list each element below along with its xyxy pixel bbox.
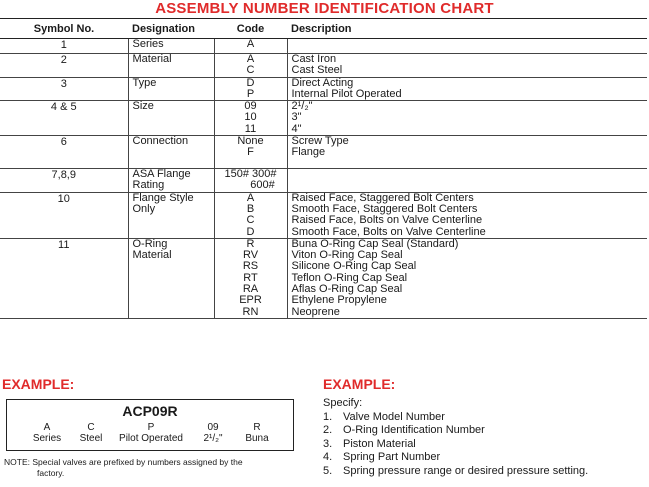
example-heading-left: EXAMPLE: bbox=[2, 376, 75, 392]
description-cell-line: Flange bbox=[291, 146, 326, 159]
description-cell bbox=[287, 136, 647, 169]
symbol-cell: 6 bbox=[0, 136, 128, 169]
designation-cell bbox=[128, 238, 214, 318]
symbol-cell: 10 bbox=[0, 192, 128, 238]
table-row bbox=[0, 39, 647, 54]
specify-item bbox=[323, 451, 588, 465]
code-cell-line: A bbox=[246, 191, 255, 204]
code-cell-line: F bbox=[247, 146, 254, 159]
description-cell bbox=[287, 238, 647, 318]
code-cell bbox=[214, 101, 287, 136]
code-cell-line: RS bbox=[242, 260, 259, 273]
description-cell-line: Neoprene bbox=[291, 305, 340, 318]
description-cell-line: 3" bbox=[291, 111, 302, 124]
header-symbol: Symbol No. bbox=[0, 19, 128, 39]
description-cell-line: Teflon O-Ring Cap Seal bbox=[291, 271, 408, 284]
specify-item-text: Spring Part Number bbox=[343, 451, 441, 463]
example-part-code: C bbox=[87, 422, 95, 433]
table-header-row bbox=[0, 19, 647, 39]
code-cell-line: 11 bbox=[244, 122, 257, 135]
designation-cell bbox=[128, 54, 214, 78]
table-row bbox=[0, 77, 647, 101]
example-heading-right: EXAMPLE: bbox=[323, 376, 396, 392]
designation-cell-line: Connection bbox=[132, 135, 189, 148]
example-part bbox=[71, 422, 111, 444]
designation-cell-line: ASA Flange bbox=[132, 168, 191, 181]
description-cell bbox=[287, 192, 647, 238]
description-cell-line: 4" bbox=[291, 122, 302, 135]
specify-item-number: 1. bbox=[323, 410, 333, 423]
code-cell-line: C bbox=[246, 64, 255, 77]
designation-cell-line: Only bbox=[132, 202, 156, 215]
code-cell-line: D bbox=[246, 76, 255, 89]
description-cell-line: Aflas O-Ring Cap Seal bbox=[291, 283, 403, 296]
code-cell bbox=[214, 39, 287, 54]
code-cell-line: 10 bbox=[244, 111, 257, 124]
table-body bbox=[0, 39, 647, 319]
note-line: NOTE: Special valves are prefixed by numbers assigned by the bbox=[4, 457, 243, 467]
code-cell-line: RA bbox=[242, 283, 259, 296]
description-cell bbox=[287, 169, 647, 193]
code-cell bbox=[214, 192, 287, 238]
specify-item-text: Spring pressure range or desired pressure setting. bbox=[343, 464, 589, 477]
symbol-cell: 11 bbox=[0, 238, 128, 318]
designation-cell-line: Rating bbox=[132, 179, 165, 192]
designation-cell-line: Type bbox=[132, 76, 157, 89]
description-cell bbox=[287, 77, 647, 101]
specify-item bbox=[323, 424, 588, 438]
description-cell-line: Cast Iron bbox=[291, 53, 337, 65]
designation-cell bbox=[128, 77, 214, 101]
specify-intro: Specify: bbox=[323, 397, 363, 409]
header-designation: Designation bbox=[128, 19, 214, 39]
header-code: Code bbox=[214, 19, 287, 39]
code-cell bbox=[214, 238, 287, 318]
specify-item bbox=[323, 411, 588, 425]
designation-cell-line: O-Ring bbox=[132, 237, 168, 250]
description-cell-line: Viton O-Ring Cap Seal bbox=[291, 249, 403, 262]
designation-cell-line: Material bbox=[132, 53, 172, 65]
specify-item-number: 4. bbox=[323, 451, 333, 463]
designation-cell bbox=[128, 192, 214, 238]
example-part-code: P bbox=[147, 422, 155, 433]
designation-cell-line: Material bbox=[132, 249, 172, 262]
description-cell-line: Smooth Face, Staggered Bolt Centers bbox=[291, 202, 478, 215]
specify-item-text: O-Ring Identification Number bbox=[343, 424, 485, 436]
symbol-cell: 1 bbox=[0, 39, 128, 54]
designation-cell bbox=[128, 39, 214, 54]
specify-item-text: Piston Material bbox=[343, 437, 416, 450]
specify-item-number: 2. bbox=[323, 424, 333, 436]
code-cell-line: 09 bbox=[244, 100, 257, 113]
code-cell bbox=[214, 136, 287, 169]
code-cell-line: C bbox=[246, 214, 255, 227]
example-part-label: Buna bbox=[245, 433, 269, 444]
example-part-code: R bbox=[253, 422, 261, 433]
designation-cell-line: Flange Style bbox=[132, 191, 194, 204]
table-row bbox=[0, 54, 647, 78]
example-part-label: Series bbox=[32, 433, 62, 444]
code-cell-line: P bbox=[246, 87, 255, 100]
description-cell-line: Raised Face, Staggered Bolt Centers bbox=[291, 191, 474, 204]
description-cell-line: Cast Steel bbox=[291, 64, 343, 77]
code-cell-line: A bbox=[246, 38, 255, 50]
description-cell-line: Internal Pilot Operated bbox=[291, 87, 402, 100]
identification-table bbox=[0, 18, 647, 319]
code-cell-line: EPR bbox=[239, 294, 262, 307]
specify-list bbox=[323, 397, 588, 478]
symbol-cell: 2 bbox=[0, 54, 128, 78]
table-row bbox=[0, 192, 647, 238]
description-cell bbox=[287, 39, 647, 54]
description-cell-line: Silicone O-Ring Cap Seal bbox=[291, 260, 417, 273]
code-cell-line: A bbox=[246, 53, 255, 65]
symbol-cell: 7,8,9 bbox=[0, 169, 128, 193]
specify-item bbox=[323, 465, 588, 479]
description-cell bbox=[287, 54, 647, 78]
note-line: factory. bbox=[37, 468, 65, 478]
designation-cell bbox=[128, 169, 214, 193]
example-box bbox=[6, 399, 294, 451]
designation-cell bbox=[128, 136, 214, 169]
code-cell-line: D bbox=[246, 225, 255, 238]
chart-title: ASSEMBLY NUMBER IDENTIFICATION CHART bbox=[155, 0, 494, 17]
note-text bbox=[4, 457, 289, 479]
example-model-number: ACP09R bbox=[122, 403, 178, 419]
code-cell-line: RN bbox=[242, 305, 259, 318]
table-row bbox=[0, 136, 647, 169]
description-cell bbox=[287, 101, 647, 136]
code-cell-line: 150# 300# bbox=[224, 168, 277, 181]
description-cell-line: Raised Face, Bolts on Valve Centerline bbox=[291, 214, 483, 227]
table-row bbox=[0, 238, 647, 318]
table-row bbox=[0, 169, 647, 193]
code-cell-line: 600# bbox=[250, 179, 275, 192]
description-cell-line: 2¹/₂" bbox=[291, 100, 313, 113]
example-part-label: Steel bbox=[79, 433, 103, 444]
specify-item-number: 3. bbox=[323, 437, 333, 450]
symbol-cell: 3 bbox=[0, 77, 128, 101]
designation-cell bbox=[128, 101, 214, 136]
example-part-code: A bbox=[43, 422, 51, 433]
example-part-label: Pilot Operated bbox=[119, 433, 183, 444]
example-part bbox=[111, 422, 191, 444]
example-part bbox=[195, 422, 231, 444]
description-cell-line: Screw Type bbox=[291, 135, 349, 148]
code-cell bbox=[214, 77, 287, 101]
specify-item-text: Valve Model Number bbox=[343, 410, 445, 423]
description-cell-line: Direct Acting bbox=[291, 76, 354, 89]
code-cell-line: None bbox=[237, 135, 264, 148]
description-cell-line: Smooth Face, Bolts on Valve Centerline bbox=[291, 225, 486, 238]
designation-cell-line: Series bbox=[132, 38, 164, 50]
header-description: Description bbox=[287, 19, 647, 39]
designation-cell-line: Size bbox=[132, 100, 154, 113]
specify-item-number: 5. bbox=[323, 464, 333, 477]
table-row bbox=[0, 101, 647, 136]
code-cell-line: RV bbox=[242, 249, 259, 262]
specify-items bbox=[323, 411, 588, 479]
example-part bbox=[237, 422, 277, 444]
example-part bbox=[25, 422, 69, 444]
description-cell-line: Ethylene Propylene bbox=[291, 294, 387, 307]
code-cell bbox=[214, 169, 287, 193]
code-cell-line: B bbox=[246, 202, 255, 215]
specify-item bbox=[323, 438, 588, 452]
code-cell-line: RT bbox=[243, 271, 258, 284]
description-cell-line: Buna O-Ring Cap Seal (Standard) bbox=[291, 237, 459, 250]
example-part-code: 09 bbox=[207, 422, 219, 433]
code-cell bbox=[214, 54, 287, 78]
code-cell-line: R bbox=[246, 237, 255, 250]
example-part-label: 2¹/₂" bbox=[203, 433, 223, 444]
symbol-cell: 4 & 5 bbox=[0, 101, 128, 136]
